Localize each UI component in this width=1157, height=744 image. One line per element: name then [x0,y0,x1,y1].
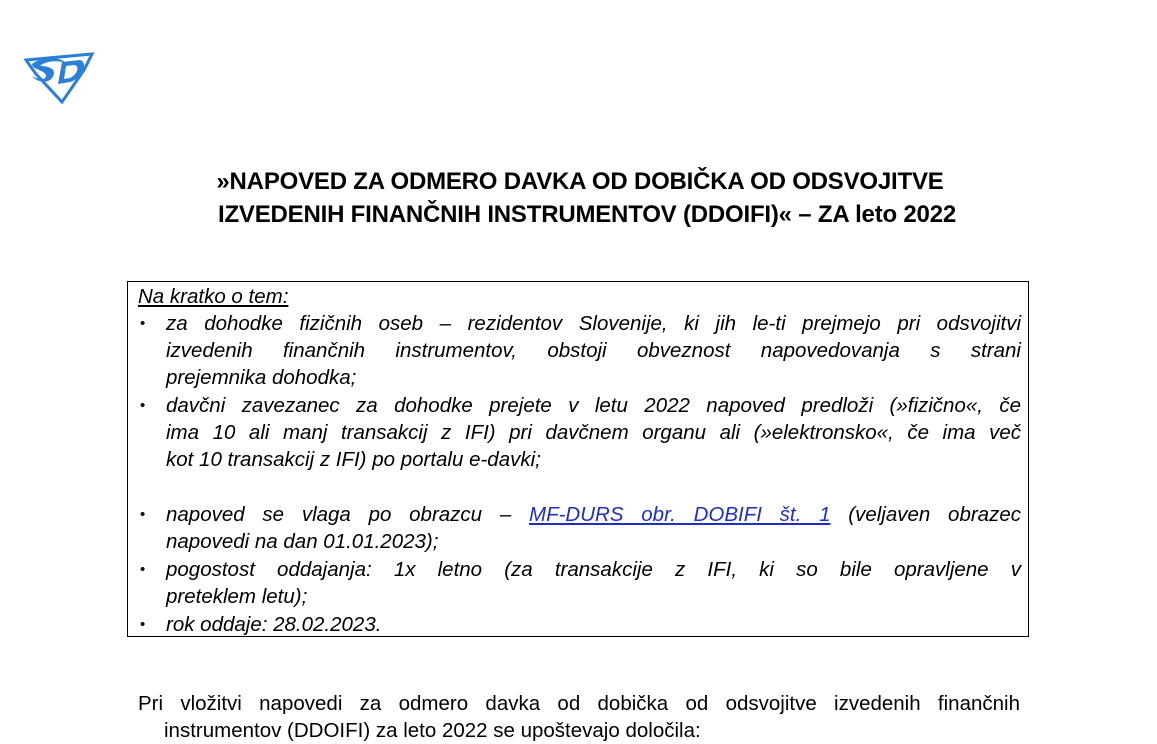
summary-bullet-3: • napoved se vlaga po obrazcu – MF-DURS obr. DOBIFI št. 1 (veljaven obrazec napovedi na dan 01.01.2023); [140,503,1021,553]
summary-bullet-5: • rok oddaje: 28.02.2023. [140,613,382,636]
summary-heading: Na kratko o tem: [138,285,289,308]
bullet-icon: • [140,506,146,523]
bullet-icon: • [140,397,146,414]
bullet-icon: • [140,315,146,332]
title-line-2: IZVEDENIH FINANČNIH INSTRUMENTOV (DDOIFI)« – ZA leto 2022 [217,201,956,228]
company-logo [22,50,96,104]
summary-bullet-2: • davčni zavezanec za dohodke prejete v letu 2022 napoved predloži (»fizično«, če ima 10 ali manj transakcij z IFI) pri davčnem organu ali (»elektronsko«, če ima več kot 10 transakcij z IFI) po portalu e-davki; [140,394,1021,471]
document-title [120,165,1040,231]
bullet-icon: • [140,616,146,633]
title-line-1: »NAPOVED ZA ODMERO DAVKA OD DOBIČKA OD ODSVOJITVE [216,168,944,195]
body-paragraph: Pri vložitvi napovedi za odmero davka od dobička od odsvojitve izvedenih finančnih instrumentov (DDOIFI) za leto 2022 se upoštevajo določila: [138,692,1020,742]
summary-box [127,281,1029,637]
form-link[interactable]: MF-DURS obr. DOBIFI št. 1 [529,503,831,526]
bullet-icon: • [140,561,146,578]
summary-bullet-1: • za dohodke fizičnih oseb – rezidentov Slovenije, ki jih le-ti prejmejo pri odsvojitvi izvedenih finančnih instrumentov, obstoji obveznost napovedovanja s strani prejemnika dohodka; [140,312,1021,389]
summary-bullet-4: • pogostost oddajanja: 1x letno (za transakcije z IFI, ki so bile opravljene v preteklem letu); [140,558,1021,608]
